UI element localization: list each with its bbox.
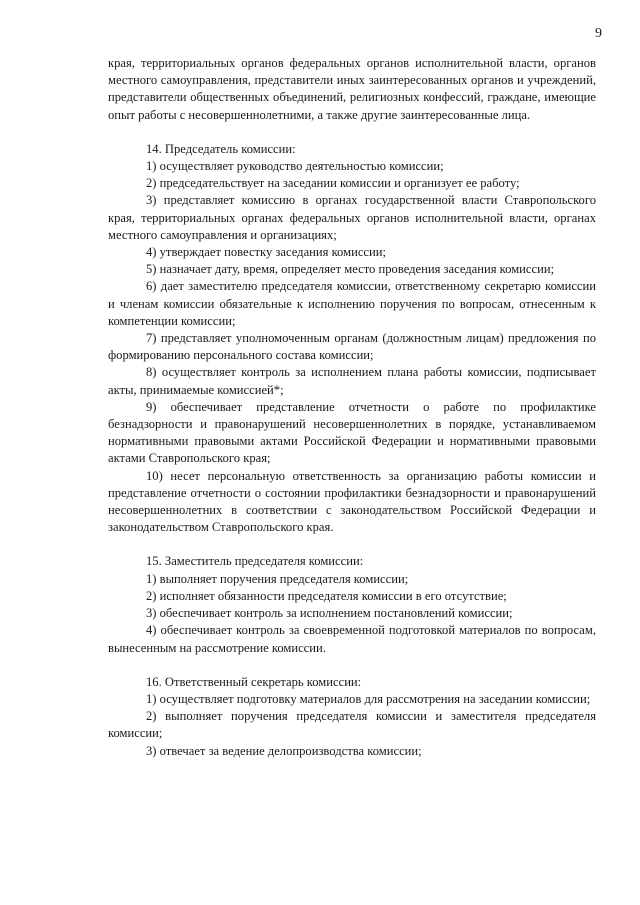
list-item: 5) назначает дату, время, определяет место проведения заседания комиссии; bbox=[146, 262, 555, 277]
list-item: 2) выполняет поручения председателя комиссии и заместителя председателя комиссии; bbox=[108, 709, 596, 741]
section-heading: 16. Ответственный секретарь комиссии: bbox=[146, 674, 362, 689]
list-item: 2) председательствует на заседании комиссии и организует ее работу; bbox=[146, 176, 520, 191]
list-item: 1) выполняет поручения председателя комиссии; bbox=[146, 571, 409, 586]
section-16 bbox=[108, 674, 596, 760]
list-item: 1) осуществляет подготовку материалов для рассмотрения на заседании комиссии; bbox=[146, 691, 591, 706]
section-heading: 15. Заместитель председателя комиссии: bbox=[146, 554, 364, 569]
list-item: 3) представляет комиссию в органах государственной власти Ставропольского края, территориальных органах федеральных органов исполнительной власти, органах местного самоуправления и организациях; bbox=[108, 193, 596, 242]
list-item: 8) осуществляет контроль за исполнением плана работы комиссии, подписывает акты, принимаемые комиссией*; bbox=[108, 365, 596, 397]
document-body bbox=[108, 55, 596, 760]
section-heading: 14. Председатель комиссии: bbox=[146, 141, 296, 156]
page-number: 9 bbox=[595, 26, 602, 41]
list-item: 4) утверждает повестку заседания комиссии; bbox=[146, 245, 386, 260]
list-item: 9) обеспечивает представление отчетности о работе по профилактике безнадзорности и правонарушений несовершеннолетних в порядке, устанавливаемом нормативными правовыми актами Российской Федерации и нормативными правовыми актами Ставропольского края; bbox=[108, 399, 596, 466]
list-item: 4) обеспечивает контроль за своевременной подготовкой материалов по вопросам, вынесенным на рассмотрение комиссии. bbox=[108, 623, 596, 655]
section-14 bbox=[108, 141, 596, 537]
list-item: 2) исполняет обязанности председателя комиссии в его отсутствие; bbox=[146, 588, 507, 603]
list-item: 3) отвечает за ведение делопроизводства комиссии; bbox=[146, 743, 422, 758]
list-item: 10) несет персональную ответственность за организацию работы комиссии и представление отчетности о состоянии профилактики безнадзорности и правонарушений несовершеннолетних в соответствии с законодательством Российской Федерации и законодательством Ставропольского края. bbox=[108, 468, 596, 535]
list-item: 1) осуществляет руководство деятельностью комиссии; bbox=[146, 159, 444, 174]
list-item: 7) представляет уполномоченным органам (должностным лицам) предложения по формированию персонального состава комиссии; bbox=[108, 331, 596, 363]
section-15 bbox=[108, 553, 596, 656]
paragraph-continuation: края, территориальных органов федеральных органов исполнительной власти, органов местного самоуправления, представители иных заинтересованных органов и учреждений, представители общественных объединений, религиозных конфессий, граждане, имеющие опыт работы с несовершеннолетними, а также другие заинтересованные лица. bbox=[108, 56, 596, 122]
list-item: 6) дает заместителю председателя комиссии, ответственному секретарю комиссии и членам комиссии обязательные к исполнению поручения по вопросам, отнесенным к компетенции комиссии; bbox=[108, 279, 596, 328]
list-item: 3) обеспечивает контроль за исполнением постановлений комиссии; bbox=[146, 606, 513, 621]
